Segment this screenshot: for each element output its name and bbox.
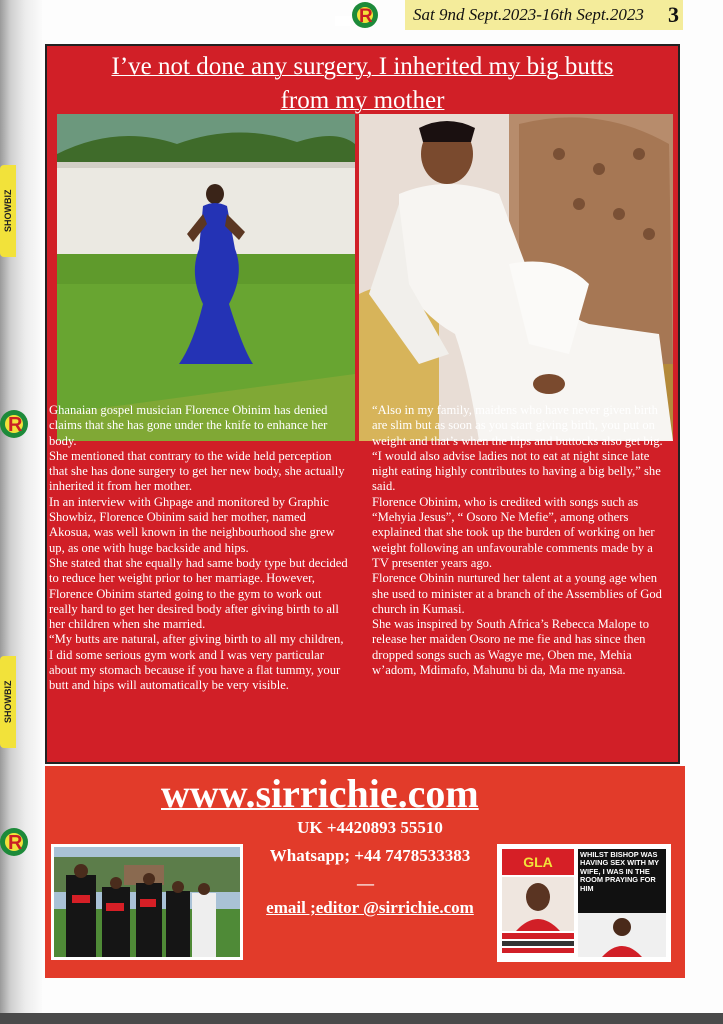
side-section-tab: SHOWBIZ (0, 165, 16, 257)
issue-date-bar (405, 0, 683, 30)
paragraph: Florence Obinin nurtured her talent at a young age when she used to minister at a branch of the Assemblies of God church in Kumasi. (372, 571, 662, 616)
paragraph: Florence Obinim, who is credited with songs such as “Mehyia Jesus”, “ Osoro Ne Mefie”, among others explained that she took up the burden of working on her weight following an unfavourable comments made by a TV presenter years ago. (372, 494, 655, 570)
headline-line-2: from my mother (280, 87, 445, 114)
whatsapp-number: Whatsapp; +44 7478533383 (269, 846, 471, 865)
paragraph: “My butts are natural, after giving birth to all my children, I did some serious gym work and I was very particular about my stomach because if you have a flat tummy, your butt and hips will automatically be very visible. (49, 632, 344, 693)
team-photo-image (54, 847, 240, 957)
separator-dash: — (357, 874, 374, 893)
svg-text:R: R (8, 414, 23, 436)
side-logo (0, 404, 36, 444)
team-photo (51, 844, 243, 960)
promo-panel (45, 766, 685, 978)
cover-photo-woman (502, 877, 574, 931)
paragraph: She mentioned that contrary to the wide held perception that she has done surgery to get her new body, she actually inherited it from her mother. (49, 448, 345, 494)
uk-phone: UK +4420893 55510 (297, 818, 443, 837)
article-column-right (372, 403, 672, 678)
svg-text:R: R (8, 832, 23, 854)
article-headline (47, 50, 678, 118)
side-section-tab: SHOWBIZ (0, 656, 16, 748)
paragraph: “Also in my family, maidens who have never given birth are slim but as soon as you start giving birth, you put on weight and that’s when the hips and buttocks also get big. (372, 403, 663, 448)
paragraph: She was inspired by South Africa’s Rebecca Malope to release her maiden Osoro ne me fie and has since then dropped songs such as Wagye me, Oben me, Mehia w’adom, Mdimafo, Mahunu bi da, Ma me nyansa. (372, 617, 650, 678)
page-bottom-bar (0, 1013, 723, 1024)
cover-masthead: GLA (502, 849, 574, 875)
newspaper-cover (497, 844, 671, 962)
paragraph: Ghanaian gospel musician Florence Obinim has denied claims that she has gone under the knife to enhance her body. (49, 403, 328, 448)
page-number: 3 (668, 2, 679, 27)
article-photo-white-outfit (359, 114, 673, 441)
article-panel (45, 44, 680, 764)
newspaper-logo (333, 0, 385, 32)
website-link[interactable]: www.sirrichie.com (161, 771, 479, 816)
cover-photo-bishop (578, 913, 666, 957)
headline-line-1: I’ve not done any surgery, I inherited my big butts (111, 53, 614, 80)
cover-bottom-strips (502, 933, 574, 957)
article-photo-blue-gown (57, 114, 355, 441)
paragraph: She stated that she equally had same body type but decided to reduce her weight prior to her marriage. However, Florence Obinim started going to the gym to work out really hard to get her desired body after giving birth to all her children when she married. (49, 555, 348, 632)
side-logo (0, 822, 36, 862)
svg-text:R: R (359, 6, 373, 27)
cover-headline: WHILST BISHOP WAS HAVING SEX WITH MY WIFE, I WAS IN THE ROOM PRAYING FOR HIM (578, 849, 666, 913)
page-binding-shadow (0, 0, 42, 1024)
article-column-left (49, 403, 349, 694)
issue-date: Sat 9nd Sept.2023-16th Sept.2023 (413, 5, 644, 24)
paragraph: “I would also advise ladies not to eat at night since late night eating highly contributes to having a big belly,” she said. (372, 448, 661, 494)
email-link[interactable]: email ;editor @sirrichie.com (266, 898, 474, 917)
paragraph: In an interview with Ghpage and monitored by Graphic Showbiz, Florence Obinim said her mother, named Akosua, was well known in the neighbourhood she grew up, as one with huge backside and hips. (49, 494, 335, 555)
newspaper-cover-image (500, 847, 668, 959)
